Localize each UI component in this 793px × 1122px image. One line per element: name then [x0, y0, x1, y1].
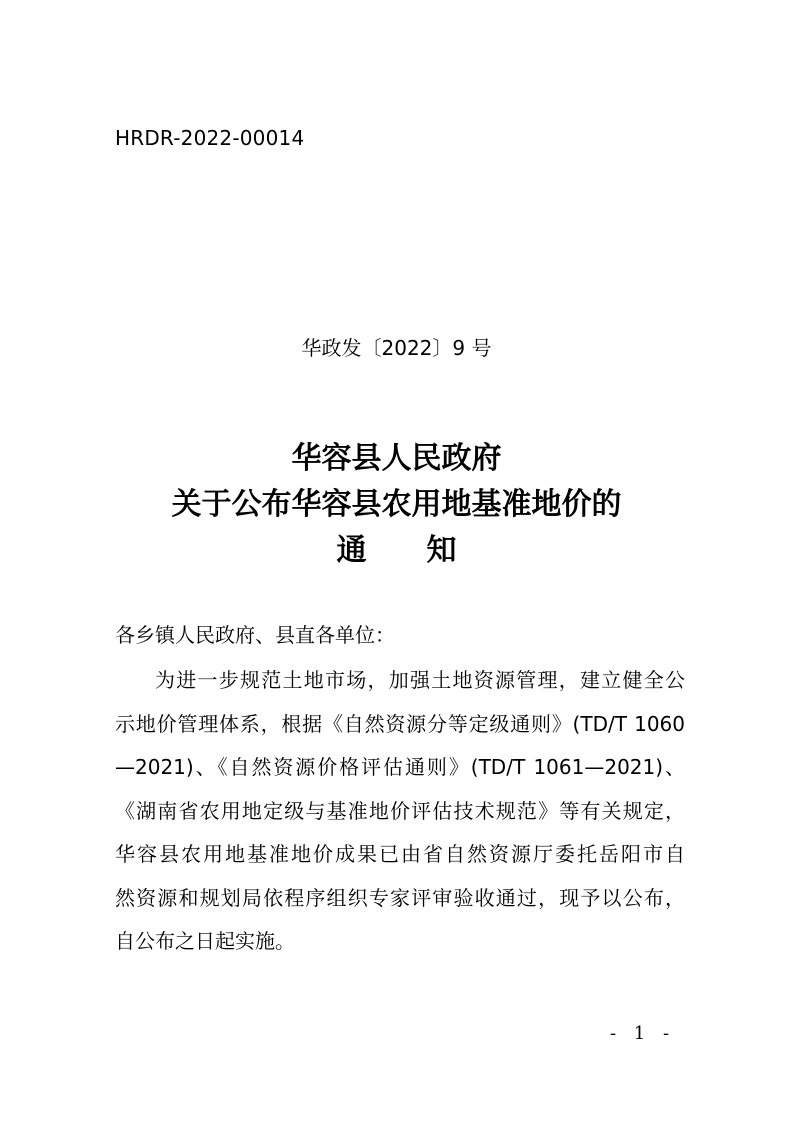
page-number: - 1 -	[610, 1023, 676, 1044]
document-number: 华政发〔2022〕9 号	[301, 336, 492, 360]
body-line: 华容县农用地基准地价成果已由省自然资源厅委托岳阳市自	[115, 842, 685, 866]
salutation: 各乡镇人民政府、县直各单位：	[115, 623, 395, 647]
body-line: 《湖南省农用地定级与基准地价评估技术规范》等有关规定，	[115, 798, 685, 823]
body-line: 自公布之日起实施。	[115, 929, 295, 953]
title-line-2: 关于公布华容县农用地基准地价的	[171, 487, 622, 522]
document-code: HRDR-2022-00014	[115, 126, 305, 150]
body-line: 为进一步规范土地市场，加强土地资源管理，建立健全公	[155, 668, 685, 692]
title-line-1: 华容县人民政府	[291, 441, 502, 476]
body-line: —2021)、《自然资源价格评估通则》(TD/T 1061—2021)、	[115, 755, 685, 779]
body-paragraph	[115, 659, 685, 964]
title-line-3: 通 知	[336, 533, 457, 568]
body-line: 示地价管理体系，根据《自然资源分等定级通则》(TD/T 1060	[115, 711, 685, 736]
document-title	[0, 436, 793, 574]
body-line: 然资源和规划局依程序组织专家评审验收通过，现予以公布，	[115, 885, 685, 910]
